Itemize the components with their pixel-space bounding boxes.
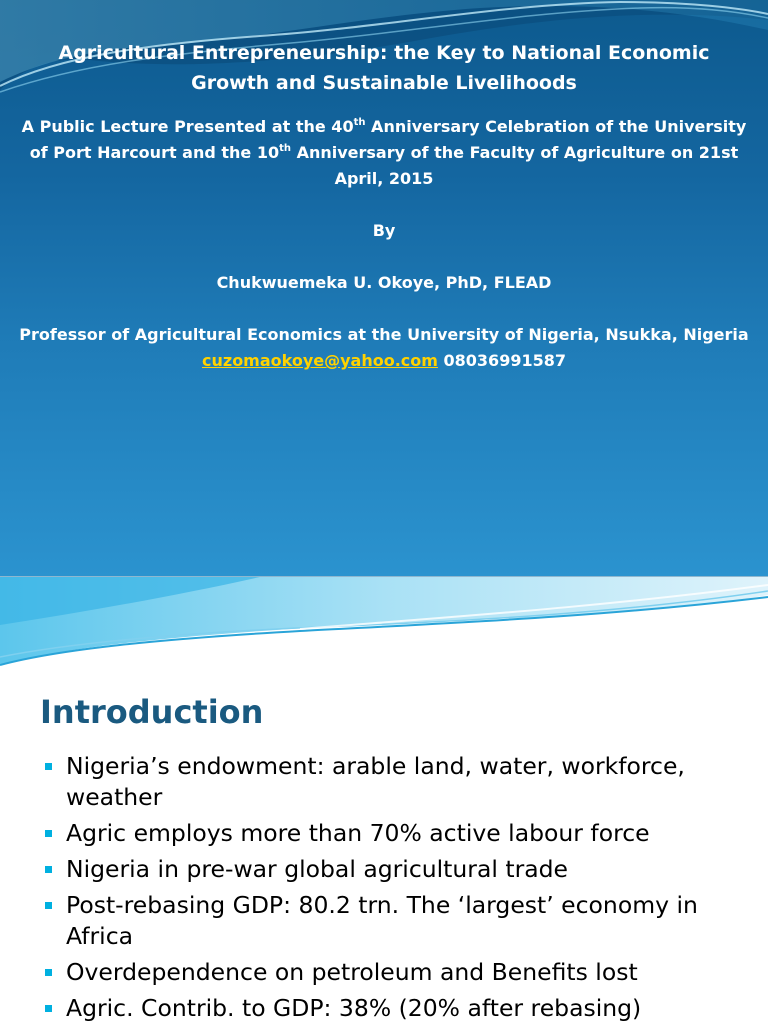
contact-line [0,348,768,374]
list-item: Post-rebasing GDP: 80.2 trn. The ‘largest’ economy in Africa [44,890,744,952]
bullet-icon [45,830,52,837]
phone-number: 08036991587 [437,351,566,370]
lecture-title-line2: Growth and Sustainable Livelihoods [191,72,577,94]
list-item: Agric. Contrib. to GDP: 38% (20% after rebasing) [44,993,744,1024]
wave-decoration [0,577,768,677]
list-item: Agric employs more than 70% active labour force [44,818,744,849]
author-position: Professor of Agricultural Economics at the University of Nigeria, Nsukka, Nigeria [19,325,749,344]
lecture-title-line1: Agricultural Entrepreneurship: the Key to National Economic [58,42,710,64]
lecture-date: April, 2015 [334,169,434,188]
list-item: Nigeria in pre-war global agricultural trade [44,854,744,885]
list-item: Nigeria’s endowment: arable land, water, workforce, weather [44,751,744,813]
bullet-icon [45,969,52,976]
list-item: Overdependence on petroleum and Benefits lost [44,957,744,988]
slide-title: Introduction [40,693,264,731]
author-name: Chukwuemeka U. Okoye, PhD, FLEAD [216,273,552,292]
email-link[interactable]: cuzomaokoye@yahoo.com [202,351,438,370]
bullet-icon [45,902,52,909]
bullet-icon [45,1005,52,1012]
introduction-slide [0,576,768,1025]
bullet-list [44,751,744,1025]
lecture-description-line1: A Public Lecture Presented at the 40th Anniversary Celebration of the University [21,117,747,136]
by-label: By [372,221,396,240]
lecture-description-line2: of Port Harcourt and the 10th Anniversary of the Faculty of Agriculture on 21st [29,143,739,162]
bullet-icon [45,763,52,770]
bullet-icon [45,866,52,873]
